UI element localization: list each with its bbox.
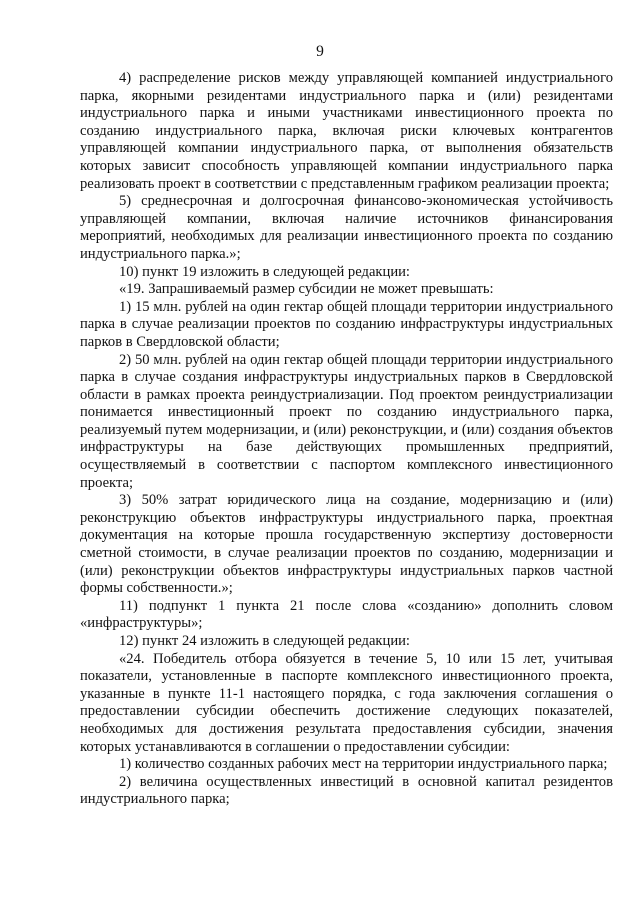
paragraph-amendment-10: 10) пункт 19 изложить в следующей редакции: bbox=[119, 263, 410, 280]
page-number: 9 bbox=[316, 43, 324, 60]
paragraph-clause-19-item-2: 2) 50 млн. рублей на один гектар общей площади территории индустриального парка в случае создания инфраструктуры индустриальных парков в Свердловской области в рамках проекта реиндустриализации. Под проектом реиндустриализации понимается инвестиционный проект по созданию индустриального парка, реализуемый путем модернизации, и (или) реконструкции, и (или) создания объектов инфраструктуры на базе действующих промышленных предприятий, осуществляемый в соответствии с паспортом комплексного инвестиционного проекта; bbox=[80, 351, 613, 491]
paragraph-amendment-12: 12) пункт 24 изложить в следующей редакции: bbox=[119, 633, 410, 649]
document-body bbox=[80, 70, 613, 809]
paragraph-clause-24-item-2: 2) величина осуществленных инвестиций в основной капитал резидентов индустриального парка; bbox=[80, 773, 613, 808]
paragraph-clause-19-item-1: 1) 15 млн. рублей на один гектар общей площади территории индустриального парка в случае реализации проектов по созданию инфраструктуры индустриальных парков в Свердловской области; bbox=[80, 298, 613, 350]
paragraph-item-4-risk-distribution: 4) распределение рисков между управляющей компанией индустриального парка, якорными резидентами индустриального парка и (или) резидентами индустриального парка и иными участниками инвестиционного проекта по созданию индустриального парка, включая риски ключевых контрагентов управляющей компании индустриального парка, от выполнения обязательств которых зависит способность управляющей компании индустриального парка реализовать проект в соответствии с представленным графиком реализации проекта; bbox=[80, 70, 613, 192]
paragraph-clause-24-heading: «24. Победитель отбора обязуется в течение 5, 10 или 15 лет, учитывая показатели, установленные в паспорте комплексного инвестиционного проекта, указанные в пункте 11-1 настоящего порядка, с года заключения соглашения о предоставлении субсидии обеспечить достижение следующих показателей, необходимых для достижения результата предоставления субсидии, значения которых устанавливаются в соглашении о предоставлении субсидии: bbox=[80, 650, 613, 755]
paragraph-amendment-11: 11) подпункт 1 пункта 21 после слова «созданию» дополнить словом «инфраструктуры»; bbox=[80, 597, 613, 632]
paragraph-clause-19-heading: «19. Запрашиваемый размер субсидии не может превышать: bbox=[119, 281, 494, 298]
paragraph-item-5-financial-stability: 5) среднесрочная и долгосрочная финансово-экономическая устойчивость управляющей компании, включая наличие источников финансирования мероприятий, необходимых для реализации инвестиционного проекта по созданию индустриального парка.»; bbox=[80, 193, 613, 262]
paragraph-clause-24-item-1: 1) количество созданных рабочих мест на территории индустриального парка; bbox=[119, 756, 608, 773]
paragraph-clause-19-item-3: 3) 50% затрат юридического лица на создание, модернизацию и (или) реконструкцию объектов инфраструктуры индустриального парка, проектная документация на которые прошла государственную экспертизу достоверности сметной стоимости, в случае реализации проектов по созданию, модернизации и (или) реконструкции объектов инфраструктуры индустриальных парков частной формы собственности.»; bbox=[80, 492, 613, 597]
